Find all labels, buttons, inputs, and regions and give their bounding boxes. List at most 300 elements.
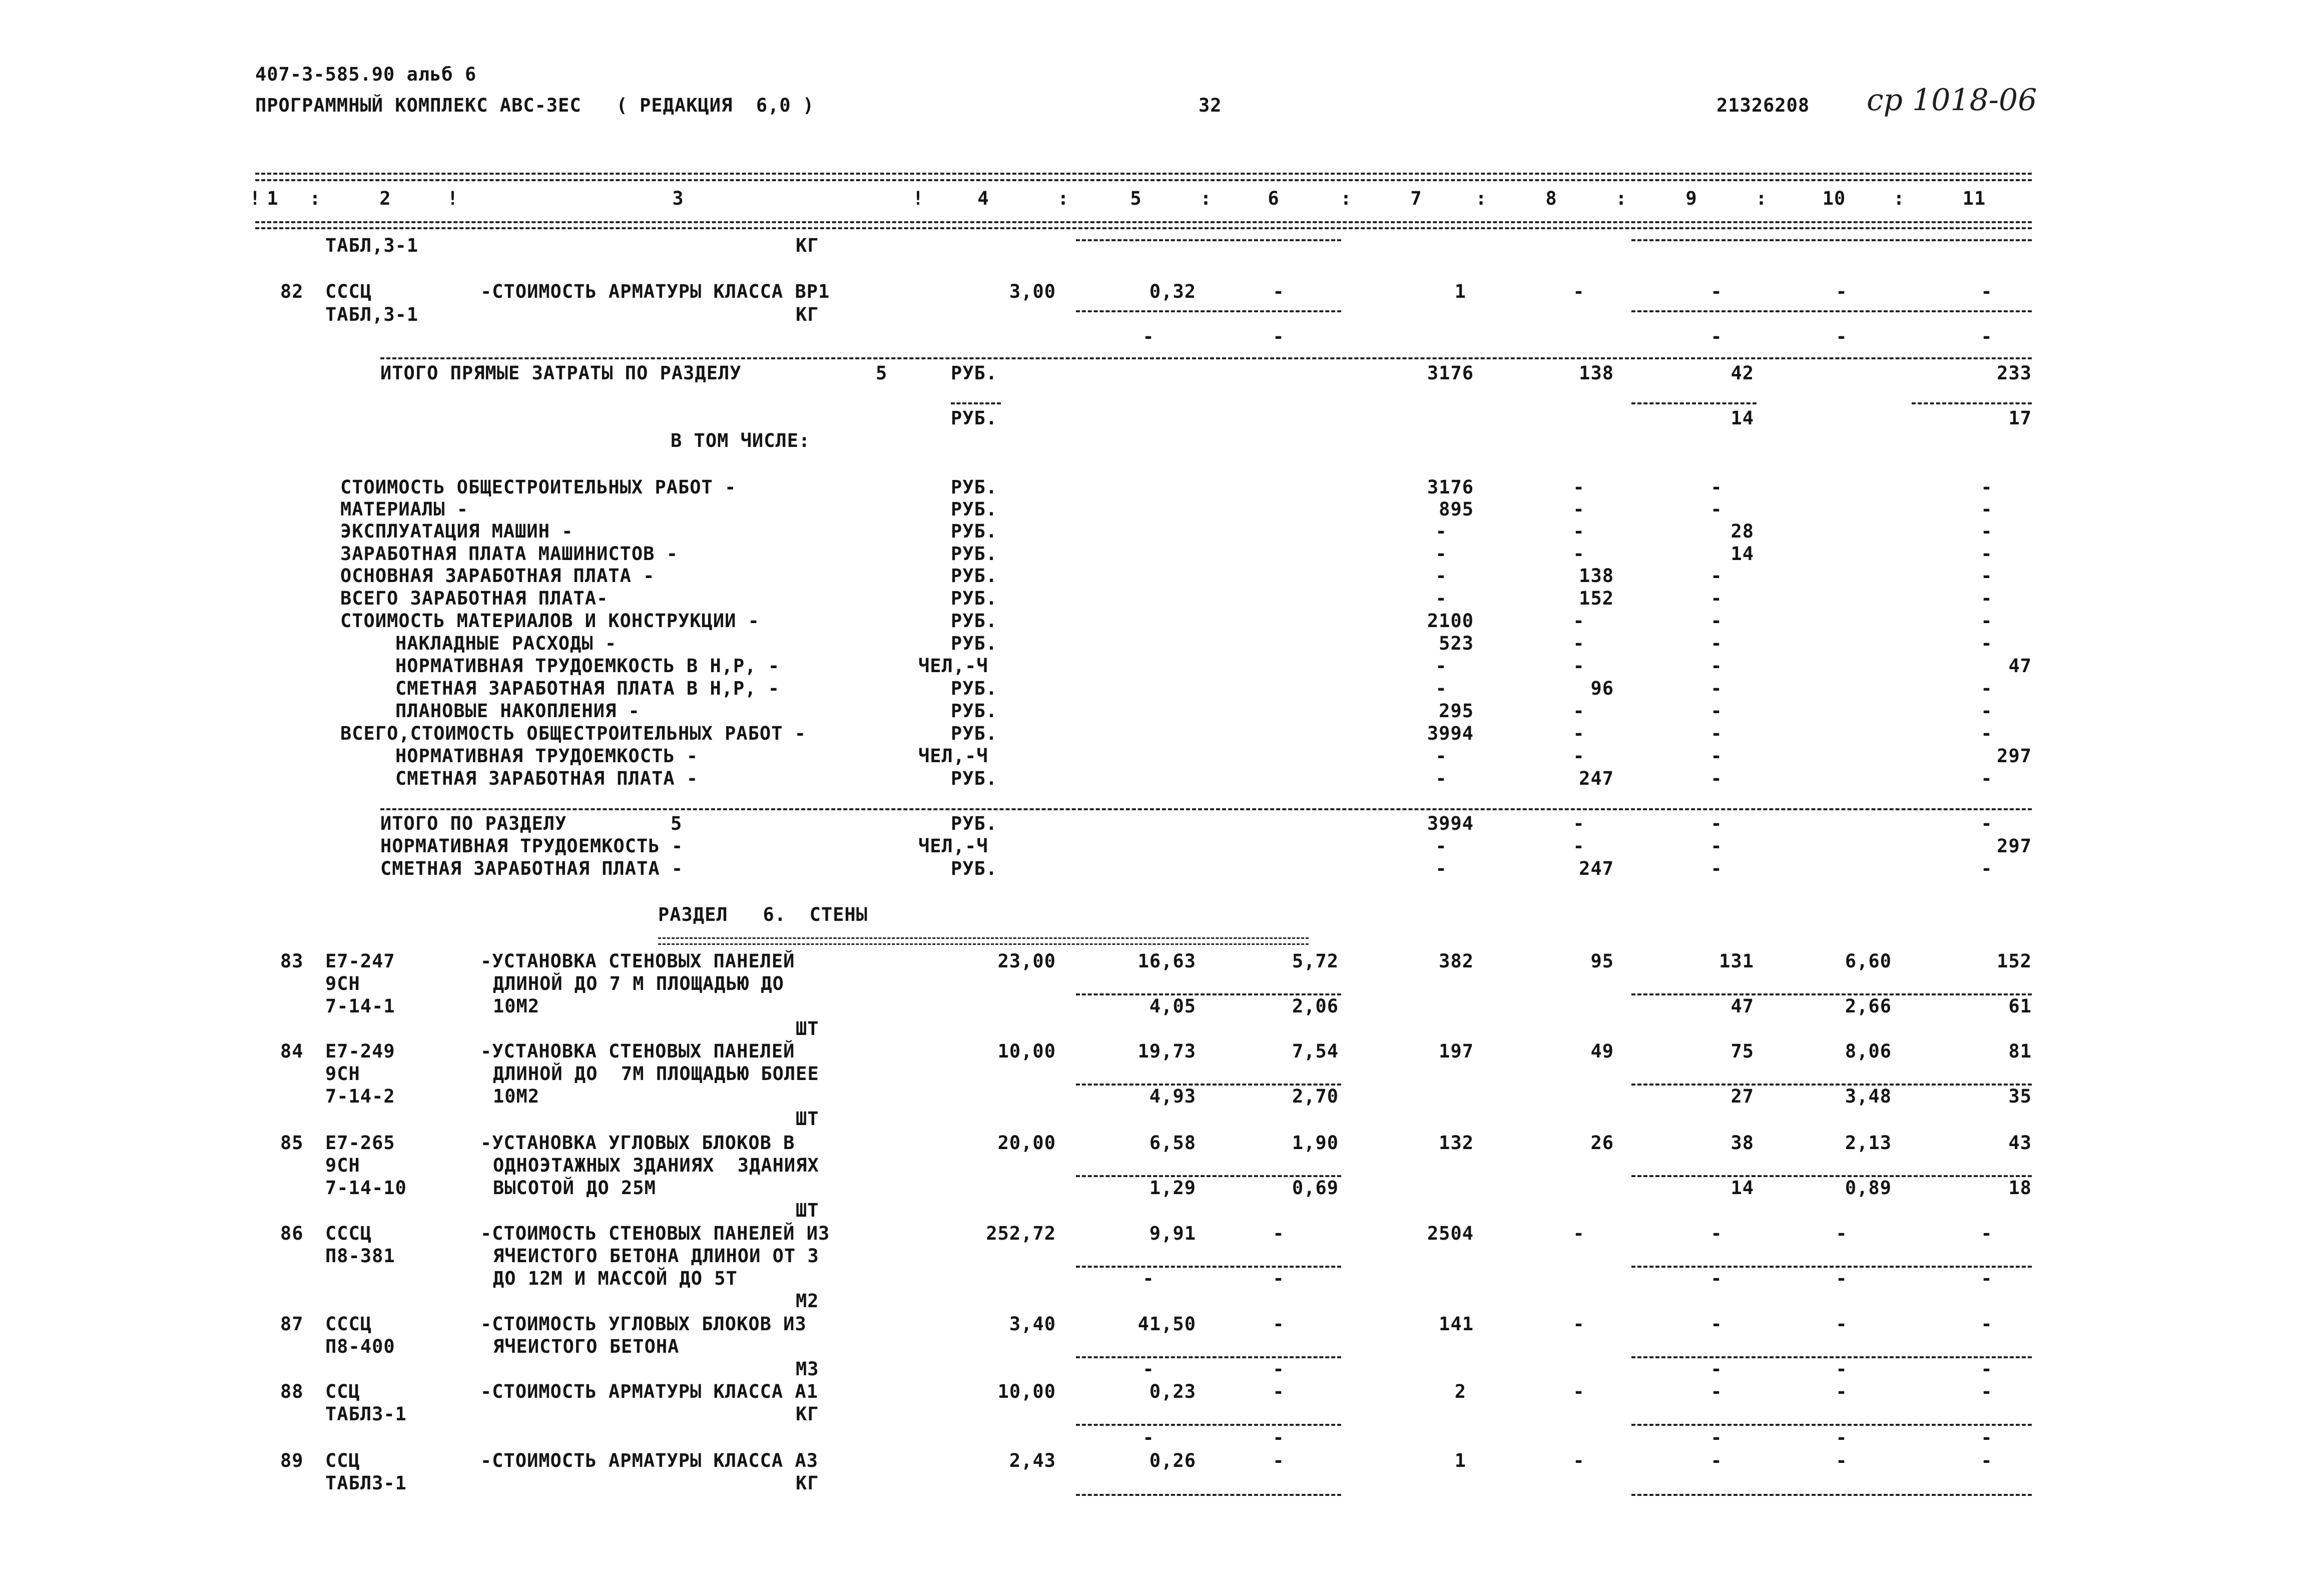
table-cell: 297 xyxy=(1997,745,2032,767)
table-cell: ТАБЛ3-1 xyxy=(325,1403,407,1425)
table-cell: - xyxy=(1981,610,1993,632)
column-number: 8 xyxy=(1545,188,1557,209)
table-cell: 42 xyxy=(1731,362,1754,384)
table-cell: - xyxy=(1435,768,1447,789)
table-cell: - xyxy=(1573,835,1585,857)
table-cell: - xyxy=(1573,1313,1585,1335)
header-top-rule xyxy=(255,173,2032,175)
table-cell: - xyxy=(1710,700,1722,722)
total-rule xyxy=(380,808,2032,810)
table-cell: 2504 xyxy=(1427,1223,1474,1244)
table-cell: 252,72 xyxy=(986,1223,1056,1244)
table-cell: РУБ. xyxy=(951,768,998,789)
table-cell: - xyxy=(1142,1268,1155,1289)
column-separator: ! xyxy=(447,188,459,209)
table-cell: - xyxy=(1273,1450,1285,1471)
table-cell: - xyxy=(1435,520,1447,542)
table-cell: - xyxy=(1573,498,1585,520)
table-cell: - xyxy=(1435,543,1447,565)
table-cell: НОРМАТИВНАЯ ТРУДОЕМКОСТЬ - xyxy=(380,835,684,857)
column-number: 5 xyxy=(1130,188,1142,209)
unit-rule xyxy=(1631,1494,2032,1496)
page-number: 32 xyxy=(1199,95,1222,116)
table-cell: 3176 xyxy=(1427,476,1474,498)
table-cell: - xyxy=(1981,498,1993,520)
table-cell: ВСЕГО ЗАРАБОТНАЯ ПЛАТА- xyxy=(340,588,609,609)
table-cell: П8-400 xyxy=(325,1336,395,1357)
table-cell: 2,70 xyxy=(1292,1086,1339,1107)
table-cell: - xyxy=(1710,281,1722,302)
table-cell: - xyxy=(1981,1313,1993,1335)
unit-rule xyxy=(1631,1424,2032,1426)
table-cell: РУБ. xyxy=(951,476,998,498)
table-cell: - xyxy=(1836,1313,1848,1335)
table-cell: 197 xyxy=(1439,1040,1474,1062)
column-number: 3 xyxy=(672,188,684,209)
table-cell: МАТЕРИАЛЫ - xyxy=(340,498,469,520)
table-cell: НОРМАТИВНАЯ ТРУДОЕМКОСТЬ - xyxy=(395,745,699,767)
unit-rule xyxy=(1076,1084,1341,1086)
table-cell: - xyxy=(1836,1223,1848,1244)
table-cell: 27 xyxy=(1731,1086,1754,1107)
table-cell: ШТ xyxy=(796,1018,819,1039)
table-cell: 47 xyxy=(2008,655,2032,677)
unit-rule xyxy=(1076,1424,1341,1426)
unit-rule xyxy=(1631,1356,2032,1358)
table-cell: ТАБЛ3-1 xyxy=(325,1472,407,1494)
table-cell: ОДНОЭТАЖНЫХ ЗДАНИЯХ ЗДАНИЯХ xyxy=(493,1155,819,1176)
table-cell: - xyxy=(1435,588,1447,609)
table-cell: 297 xyxy=(1997,835,2032,857)
table-cell: -СТОИМОСТЬ АРМАТУРЫ КЛАССА А1 xyxy=(480,1381,819,1402)
table-cell: 4,05 xyxy=(1149,995,1196,1017)
table-cell: 152 xyxy=(1997,950,2032,972)
table-cell: 10,00 xyxy=(997,1381,1056,1402)
table-cell: СССЦ xyxy=(325,281,372,302)
table-cell: М3 xyxy=(796,1358,819,1380)
table-cell: - xyxy=(1573,543,1585,565)
table-cell: 3176 xyxy=(1427,362,1474,384)
table-cell: ДО 12М И МАССОЙ ДО 5Т xyxy=(493,1268,738,1289)
table-cell: 7-14-10 xyxy=(325,1177,407,1199)
table-cell: 6,58 xyxy=(1149,1132,1196,1154)
column-number: 7 xyxy=(1410,188,1422,209)
table-cell: 9СН xyxy=(325,1063,360,1085)
table-cell: - xyxy=(1981,476,1993,498)
table-cell: 0,23 xyxy=(1149,1381,1196,1402)
document-reference: 407-3-585.90 альб 6 xyxy=(255,64,477,85)
unit-rule xyxy=(1631,310,2032,312)
table-cell: 3994 xyxy=(1427,723,1474,744)
table-cell: -СТОИМОСТЬ АРМАТУРЫ КЛАССА ВР1 xyxy=(480,281,830,302)
table-cell: 0,26 xyxy=(1149,1450,1196,1471)
table-cell: 131 xyxy=(1719,950,1754,972)
table-cell: ЧЕЛ,-Ч xyxy=(918,835,988,857)
table-cell: - xyxy=(1710,723,1722,744)
table-cell: - xyxy=(1573,813,1585,834)
table-cell: 152 xyxy=(1579,588,1614,609)
table-cell: 87 xyxy=(280,1313,304,1335)
unit-rule xyxy=(1076,1356,1341,1358)
table-cell: 84 xyxy=(280,1040,304,1062)
table-cell: 7,54 xyxy=(1292,1040,1339,1062)
table-cell: - xyxy=(1142,1358,1155,1380)
table-cell: 2,66 xyxy=(1845,995,1892,1017)
table-cell: - xyxy=(1573,655,1585,677)
unit-rule xyxy=(1076,1494,1341,1496)
table-cell: -УСТАНОВКА СТЕНОВЫХ ПАНЕЛЕЙ xyxy=(480,1040,795,1062)
table-cell: - xyxy=(1710,858,1722,879)
header-bottom-rule xyxy=(255,221,2032,223)
column-separator: : xyxy=(1340,188,1352,209)
table-cell: 49 xyxy=(1590,1040,1614,1062)
table-cell: - xyxy=(1573,1223,1585,1244)
column-number: 10 xyxy=(1822,188,1846,209)
column-separator: ! xyxy=(249,188,261,209)
table-cell: 28 xyxy=(1731,520,1754,542)
table-cell: - xyxy=(1435,678,1447,699)
table-cell: - xyxy=(1710,1268,1722,1289)
column-separator: : xyxy=(1057,188,1069,209)
table-cell: - xyxy=(1142,326,1155,347)
table-cell: СТОИМОСТЬ МАТЕРИАЛОВ И КОНСТРУКЦИИ - xyxy=(340,610,760,632)
handwritten-mark: ср 1018-06 xyxy=(1867,83,2037,118)
table-cell: - xyxy=(1981,543,1993,565)
table-cell: 233 xyxy=(1997,362,2032,384)
table-cell: 7-14-2 xyxy=(325,1086,395,1107)
table-cell: - xyxy=(1435,655,1447,677)
table-cell: 2,06 xyxy=(1292,995,1339,1017)
table-cell: 41,50 xyxy=(1137,1313,1196,1335)
table-cell: 141 xyxy=(1439,1313,1474,1335)
table-cell: М2 xyxy=(796,1290,819,1312)
column-separator: : xyxy=(1756,188,1768,209)
table-cell: 9,91 xyxy=(1149,1223,1196,1244)
column-separator: : xyxy=(1200,188,1212,209)
section-underline xyxy=(658,937,1309,945)
table-cell: - xyxy=(1981,1450,1993,1471)
table-cell: РУБ. xyxy=(951,610,998,632)
table-cell: 1 xyxy=(1454,1450,1466,1471)
table-cell: - xyxy=(1273,326,1285,347)
unit-rule xyxy=(1076,1175,1341,1177)
unit-rule xyxy=(1076,310,1341,312)
table-cell: ТАБЛ,3-1 xyxy=(325,235,419,256)
table-cell: 138 xyxy=(1579,362,1614,384)
table-cell: СМЕТНАЯ ЗАРАБОТНАЯ ПЛАТА - xyxy=(380,858,684,879)
table-cell: - xyxy=(1981,1358,1993,1380)
table-cell: - xyxy=(1981,326,1993,347)
table-cell: - xyxy=(1710,588,1722,609)
table-cell: -УСТАНОВКА СТЕНОВЫХ ПАНЕЛЕЙ xyxy=(480,950,795,972)
table-cell: 2100 xyxy=(1427,610,1474,632)
table-cell: 26 xyxy=(1590,1132,1614,1154)
table-cell: 20,00 xyxy=(997,1132,1056,1154)
table-cell: КГ xyxy=(796,1403,819,1425)
table-cell: - xyxy=(1710,768,1722,789)
table-cell: 8,06 xyxy=(1845,1040,1892,1062)
table-cell: 247 xyxy=(1579,768,1614,789)
table-cell: РУБ. xyxy=(951,678,998,699)
table-cell: 7-14-1 xyxy=(325,995,395,1017)
table-cell: - xyxy=(1836,326,1848,347)
table-cell: ЯЧЕИСТОГО БЕТОНА xyxy=(493,1336,680,1357)
table-cell: - xyxy=(1981,678,1993,699)
table-cell: 9СН xyxy=(325,1155,360,1176)
table-cell: 0,69 xyxy=(1292,1177,1339,1199)
table-cell: - xyxy=(1836,1427,1848,1448)
column-number: 11 xyxy=(1962,188,1986,209)
table-cell: РУБ. xyxy=(951,813,998,834)
table-cell: РУБ. xyxy=(951,858,998,879)
table-cell: 3,00 xyxy=(1009,281,1056,302)
table-cell: 10М2 xyxy=(493,1086,540,1107)
table-cell: - xyxy=(1573,476,1585,498)
table-cell: СМЕТНАЯ ЗАРАБОТНАЯ ПЛАТА - xyxy=(395,768,699,789)
table-cell: 6,60 xyxy=(1845,950,1892,972)
table-cell: 14 xyxy=(1731,1177,1754,1199)
table-cell: РАЗДЕЛ 6. СТЕНЫ xyxy=(658,904,868,925)
table-cell: - xyxy=(1573,281,1585,302)
table-cell: - xyxy=(1273,1358,1285,1380)
table-cell: - xyxy=(1710,498,1722,520)
table-cell: СССЦ xyxy=(325,1223,372,1244)
unit-rule xyxy=(1631,993,2032,995)
table-cell: 1 xyxy=(1454,281,1466,302)
table-cell: - xyxy=(1981,565,1993,587)
table-cell: РУБ. xyxy=(951,407,998,429)
table-cell: 2,43 xyxy=(1009,1450,1056,1471)
table-cell: ДЛИНОЙ ДО 7М ПЛОЩАДЬЮ БОЛЕЕ xyxy=(493,1063,819,1085)
table-cell: - xyxy=(1710,1381,1722,1402)
table-cell: Е7-249 xyxy=(325,1040,395,1062)
table-cell: ДЛИНОЙ ДО 7 М ПЛОЩАДЬЮ ДО xyxy=(493,973,784,994)
table-cell: 18 xyxy=(2008,1177,2032,1199)
table-cell: 17 xyxy=(2008,407,2032,429)
table-cell: КГ xyxy=(796,235,819,256)
table-cell: - xyxy=(1981,768,1993,789)
unit-rule xyxy=(1076,1266,1341,1268)
document-code: 21326208 xyxy=(1716,95,1810,116)
table-cell: - xyxy=(1710,678,1722,699)
table-cell: 19,73 xyxy=(1137,1040,1196,1062)
table-cell: 138 xyxy=(1579,565,1614,587)
table-cell: - xyxy=(1573,1450,1585,1471)
table-cell: 88 xyxy=(280,1381,304,1402)
table-cell: - xyxy=(1435,565,1447,587)
column-separator: : xyxy=(309,188,321,209)
table-cell: ССЦ xyxy=(325,1381,360,1402)
table-cell: РУБ. xyxy=(951,362,998,384)
table-cell: - xyxy=(1710,565,1722,587)
table-cell: 38 xyxy=(1731,1132,1754,1154)
table-cell: - xyxy=(1273,281,1285,302)
table-cell: - xyxy=(1981,1223,1993,1244)
column-separator: : xyxy=(1893,188,1905,209)
column-separator: ! xyxy=(912,188,924,209)
table-cell: ВСЕГО,СТОИМОСТЬ ОБЩЕСТРОИТЕЛЬНЫХ РАБОТ - xyxy=(340,723,807,744)
subtotal-rule xyxy=(1912,402,2032,404)
table-cell: ЧЕЛ,-Ч xyxy=(918,655,988,677)
table-cell: - xyxy=(1573,610,1585,632)
table-cell: - xyxy=(1710,1313,1722,1335)
column-number: 2 xyxy=(379,188,391,209)
table-cell: 3994 xyxy=(1427,813,1474,834)
table-cell: ИТОГО ПРЯМЫЕ ЗАТРАТЫ ПО РАЗДЕЛУ xyxy=(380,362,742,384)
table-cell: - xyxy=(1710,476,1722,498)
table-cell: - xyxy=(1273,1223,1285,1244)
table-cell: - xyxy=(1710,1223,1722,1244)
table-cell: 2,13 xyxy=(1845,1132,1892,1154)
table-cell: ОСНОВНАЯ ЗАРАБОТНАЯ ПЛАТА - xyxy=(340,565,655,587)
table-cell: РУБ. xyxy=(951,498,998,520)
table-cell: - xyxy=(1836,1358,1848,1380)
total-rule xyxy=(380,357,2032,359)
table-cell: 247 xyxy=(1579,858,1614,879)
table-cell: -СТОИМОСТЬ УГЛОВЫХ БЛОКОВ ИЗ xyxy=(480,1313,807,1335)
table-cell: 83 xyxy=(280,950,304,972)
table-cell: 0,89 xyxy=(1845,1177,1892,1199)
header-top-rule xyxy=(255,179,2032,181)
table-cell: В ТОМ ЧИСЛЕ: xyxy=(671,430,811,451)
unit-rule xyxy=(1631,1266,2032,1268)
table-cell: РУБ. xyxy=(951,633,998,654)
table-cell: РУБ. xyxy=(951,588,998,609)
table-cell: 95 xyxy=(1590,950,1614,972)
table-cell: ШТ xyxy=(796,1108,819,1130)
table-cell: - xyxy=(1981,588,1993,609)
table-cell: - xyxy=(1435,835,1447,857)
table-cell: - xyxy=(1981,281,1993,302)
table-cell: - xyxy=(1710,610,1722,632)
column-number: 1 xyxy=(267,188,279,209)
table-cell: -СТОИМОСТЬ АРМАТУРЫ КЛАССА А3 xyxy=(480,1450,819,1471)
table-cell: 895 xyxy=(1439,498,1474,520)
table-cell: -СТОИМОСТЬ СТЕНОВЫХ ПАНЕЛЕЙ ИЗ xyxy=(480,1223,830,1244)
table-cell: - xyxy=(1573,1381,1585,1402)
table-cell: 96 xyxy=(1590,678,1614,699)
unit-rule xyxy=(1631,239,2032,241)
table-cell: РУБ. xyxy=(951,700,998,722)
unit-rule xyxy=(1631,1175,2032,1177)
table-cell: 5,72 xyxy=(1292,950,1339,972)
table-cell: 82 xyxy=(280,281,304,302)
table-cell: 2 xyxy=(1454,1381,1466,1402)
table-cell: - xyxy=(1435,858,1447,879)
table-cell: - xyxy=(1836,1381,1848,1402)
table-cell: 47 xyxy=(1731,995,1754,1017)
table-cell: ТАБЛ,3-1 xyxy=(325,304,419,325)
table-cell: СТОИМОСТЬ ОБЩЕСТРОИТЕЛЬНЫХ РАБОТ - xyxy=(340,476,737,498)
table-cell: НАКЛАДНЫЕ РАСХОДЫ - xyxy=(395,633,617,654)
table-cell: РУБ. xyxy=(951,520,998,542)
table-cell: РУБ. xyxy=(951,565,998,587)
table-cell: - xyxy=(1981,1268,1993,1289)
table-cell: 85 xyxy=(280,1132,304,1154)
table-cell: РУБ. xyxy=(951,543,998,565)
table-cell: 43 xyxy=(2008,1132,2032,1154)
table-cell: - xyxy=(1981,520,1993,542)
table-cell: ВЫСОТОЙ ДО 25М xyxy=(493,1177,656,1199)
table-cell: 5 xyxy=(671,813,683,834)
table-cell: ЯЧЕИСТОГО БЕТОНА ДЛИНОИ ОТ 3 xyxy=(493,1245,819,1267)
table-cell: 61 xyxy=(2008,995,2032,1017)
table-cell: 23,00 xyxy=(997,950,1056,972)
table-cell: 14 xyxy=(1731,543,1754,565)
table-cell: ЭКСПЛУАТАЦИЯ МАШИН - xyxy=(340,520,573,542)
program-line: ПРОГРАММНЫЙ КОМПЛЕКС АВС-3ЕС ( РЕДАКЦИЯ 6,0 ) xyxy=(255,95,815,116)
table-cell: 382 xyxy=(1439,950,1474,972)
table-cell: - xyxy=(1710,326,1722,347)
table-cell: 132 xyxy=(1439,1132,1474,1154)
table-cell: КГ xyxy=(796,304,819,325)
table-cell: ШТ xyxy=(796,1200,819,1221)
table-cell: Е7-247 xyxy=(325,950,395,972)
table-cell: - xyxy=(1981,813,1993,834)
table-cell: - xyxy=(1273,1427,1285,1448)
subtotal-rule xyxy=(951,402,1001,404)
column-number: 9 xyxy=(1685,188,1697,209)
table-cell: - xyxy=(1710,1450,1722,1471)
table-cell: - xyxy=(1836,1268,1848,1289)
table-cell: 3,48 xyxy=(1845,1086,1892,1107)
table-cell: - xyxy=(1573,700,1585,722)
table-cell: 9СН xyxy=(325,973,360,994)
table-cell: 86 xyxy=(280,1223,304,1244)
table-cell: 1,90 xyxy=(1292,1132,1339,1154)
table-cell: СМЕТНАЯ ЗАРАБОТНАЯ ПЛАТА В Н,Р, - xyxy=(395,678,780,699)
table-cell: 35 xyxy=(2008,1086,2032,1107)
table-cell: - xyxy=(1273,1381,1285,1402)
table-cell: - xyxy=(1981,858,1993,879)
unit-rule xyxy=(1076,993,1341,995)
table-cell: 10,00 xyxy=(997,1040,1056,1062)
table-cell: - xyxy=(1981,1427,1993,1448)
table-cell: ПЛАНОВЫЕ НАКОПЛЕНИЯ - xyxy=(395,700,640,722)
table-cell: - xyxy=(1710,745,1722,767)
table-cell: НОРМАТИВНАЯ ТРУДОЕМКОСТЬ В Н,Р, - xyxy=(395,655,780,677)
table-cell: 16,63 xyxy=(1137,950,1196,972)
table-cell: 3,40 xyxy=(1009,1313,1056,1335)
table-cell: - xyxy=(1710,1427,1722,1448)
table-cell: 0,32 xyxy=(1149,281,1196,302)
table-cell: СССЦ xyxy=(325,1313,372,1335)
table-cell: ЗАРАБОТНАЯ ПЛАТА МАШИНИСТОВ - xyxy=(340,543,679,565)
table-cell: - xyxy=(1836,281,1848,302)
table-cell: 1,29 xyxy=(1149,1177,1196,1199)
table-cell: - xyxy=(1142,1427,1155,1448)
table-cell: КГ xyxy=(796,1472,819,1494)
table-cell: - xyxy=(1573,723,1585,744)
table-cell: 75 xyxy=(1731,1040,1754,1062)
table-cell: П8-381 xyxy=(325,1245,395,1267)
table-cell: - xyxy=(1710,633,1722,654)
table-cell: - xyxy=(1836,1450,1848,1471)
column-separator: : xyxy=(1475,188,1487,209)
table-cell: - xyxy=(1710,655,1722,677)
table-cell: 523 xyxy=(1439,633,1474,654)
table-cell: 5 xyxy=(876,362,888,384)
table-cell: -УСТАНОВКА УГЛОВЫХ БЛОКОВ В xyxy=(480,1132,795,1154)
table-cell: - xyxy=(1981,633,1993,654)
table-cell: Е7-265 xyxy=(325,1132,395,1154)
table-cell: - xyxy=(1981,723,1993,744)
column-number: 4 xyxy=(977,188,989,209)
header-bottom-rule xyxy=(255,227,2032,229)
unit-rule xyxy=(1076,239,1341,241)
subtotal-rule xyxy=(1631,402,1757,404)
table-cell: 4,93 xyxy=(1149,1086,1196,1107)
